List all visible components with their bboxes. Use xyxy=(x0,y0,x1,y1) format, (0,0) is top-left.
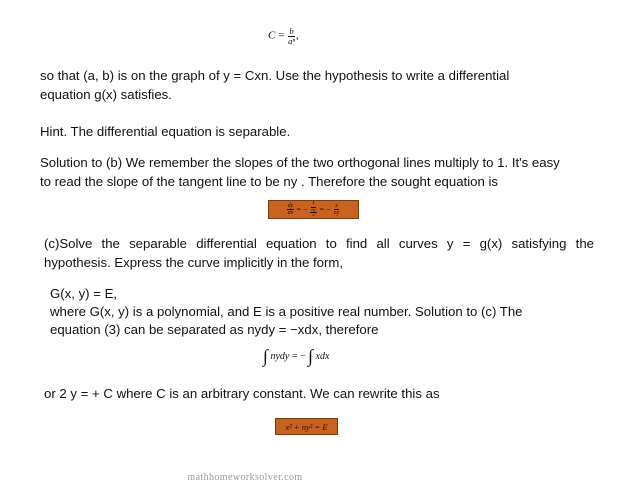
slope-rhs-den: ny xyxy=(333,210,340,216)
integral-symbol: ∫ xyxy=(308,346,314,366)
integral-symbol: ∫ xyxy=(263,346,268,366)
hint-text: Hint. The differential equation is separable. xyxy=(40,124,291,139)
slope-mid-inner-fraction xyxy=(310,208,316,218)
footer-site: mathhomeworksolver.com xyxy=(187,472,303,483)
c-formula-lhs: C xyxy=(268,29,276,42)
integral-right: xdx xyxy=(315,350,330,362)
paragraph-line: G(x, y) = E, xyxy=(50,286,118,301)
paragraph-line: where G(x, y) is a polynomial, and E is a positive real number. Solution to (c) The xyxy=(50,304,523,319)
c-formula-comma: , xyxy=(296,29,299,42)
slope-lhs-fraction xyxy=(287,203,295,216)
c-formula-denominator: aⁿ xyxy=(288,35,295,46)
c-formula-numerator: b xyxy=(289,26,294,36)
paragraph-line: equation (3) can be separated as nydy = −xdx, therefore xyxy=(50,322,379,337)
slope-mid-num: 1 xyxy=(312,200,315,207)
paragraph-line: to read the slope of the tangent line to be ny . Therefore the sought equation is xyxy=(40,174,498,189)
integral-minus: − xyxy=(299,350,306,362)
slope-mid-fraction xyxy=(309,201,317,218)
slope-minus-2: − xyxy=(326,205,331,214)
paragraph-line: so that (a, b) is on the graph of y = Cxn. Use the hypothesis to write a differential xyxy=(40,68,510,83)
paragraph-line: Solution to (b) We remember the slopes of the two orthogonal lines multiply to 1. It's easy xyxy=(40,155,560,170)
slope-minus-1: − xyxy=(302,205,308,214)
slope-equals-1: = xyxy=(296,205,301,214)
paragraph-line: equation g(x) satisfies. xyxy=(40,87,172,102)
slope-equation-box xyxy=(268,200,359,219)
slope-lhs-den: dx xyxy=(287,210,294,216)
final-equation-text: x² + ny² = E xyxy=(285,421,328,432)
slope-equals-2: = xyxy=(319,205,325,214)
slope-mid-inner-num: ny xyxy=(311,206,316,212)
integral-left: nydy xyxy=(270,350,290,362)
integral-equation xyxy=(263,346,329,367)
c-formula-equation xyxy=(268,27,299,45)
slope-mid-den xyxy=(309,208,317,218)
slope-mid-inner-den: x xyxy=(312,212,315,218)
final-equation-box xyxy=(275,418,338,435)
paragraph-line: hypothesis. Express the curve implicitly in the form, xyxy=(44,255,344,270)
paragraph-line: or 2 y = + C where C is an arbitrary constant. We can rewrite this as xyxy=(44,386,440,401)
c-formula-equals: = xyxy=(278,29,285,42)
slope-rhs-num: x xyxy=(335,203,338,209)
c-formula-fraction xyxy=(287,27,296,45)
slope-lhs-num: dy xyxy=(287,203,294,209)
slope-rhs-fraction xyxy=(333,203,341,216)
integral-equals: = xyxy=(291,350,298,362)
paragraph-line: (c)Solve the separable differential equation to find all curves y = g(x) satisfying the xyxy=(44,236,594,251)
